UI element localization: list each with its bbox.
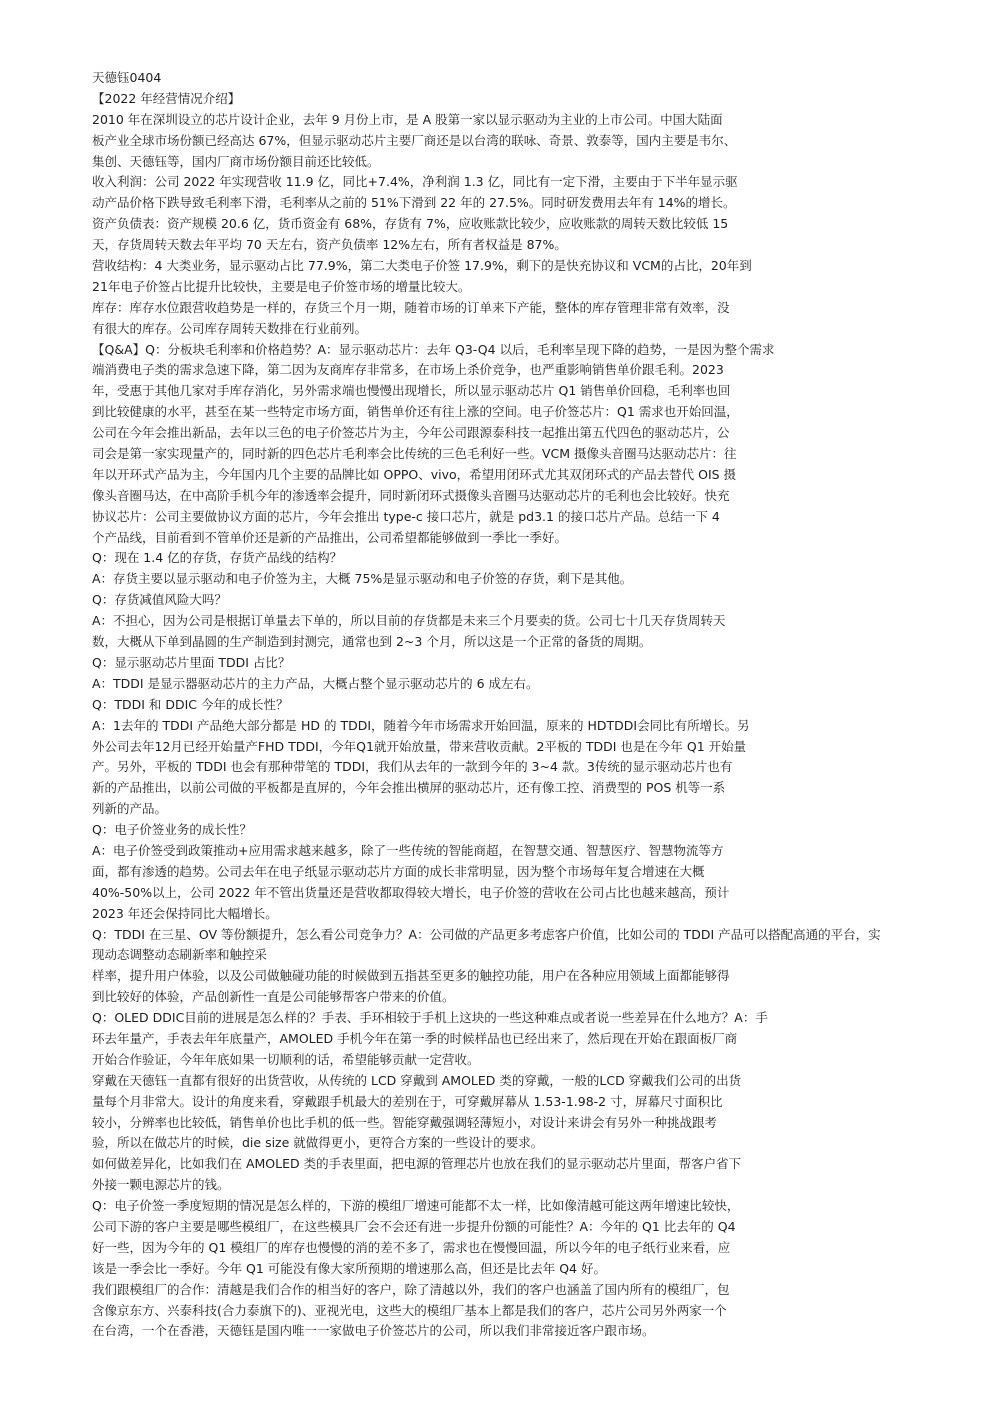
text-line: 穿戴在天德钰一直都有很好的出货营收，从传统的 LCD 穿戴到 AMOLED 类的穿戴，一般的LCD 穿戴我们公司的出货 (92, 1072, 742, 1088)
text-line: 面，都有渗透的趋势。公司去年在电子纸显示驱动芯片方面的成长非常明显，因为整个市场每年复合增速在大概 (92, 863, 705, 879)
text-line: 数，大概从下单到晶圆的生产制造到封测完，通常也到 2~3 个月，所以这是一个正常的备货的周期。 (92, 634, 652, 650)
text-line: 司会是第一家实现量产的，同时新的四色芯片毛利率会比传统的三色毛利好一些。VCM 摄像头音圈马达驱动芯片：往 (92, 446, 737, 462)
text-line: 有很大的库存。公司库存周转天数排在行业前列。 (92, 320, 368, 336)
text-line: 列新的产品。 (92, 801, 168, 817)
text-line: 库存：库存水位跟营收趋势是一样的，存货三个月一期，随着市场的订单来下产能，整体的库存管理非常有效率，没 (92, 299, 730, 315)
text-line: 年，受惠于其他几家对手库存消化，另外需求端也慢慢出现增长，所以显示驱动芯片 Q1 销售单价回稳，毛利率也回 (92, 383, 731, 399)
document-body (92, 68, 952, 1342)
text-line: Q：存货减值风险大吗？ (92, 592, 227, 608)
text-line: 到比较好的体验，产品创新性一直是公司能够帮客户带来的价值。 (92, 989, 455, 1005)
text-line: 外接一颗电源芯片的钱。 (92, 1177, 230, 1193)
text-line: 公司下游的客户主要是哪些模组厂，在这些模具厂会不会还有进一步提升份额的可能性？A：今年的 Q1 比去年的 Q4 (92, 1218, 736, 1234)
text-line: Q：OLED DDIC目前的进展是怎么样的？手表、手环相较于手机上这块的一些这种难点或者说一些差异在什么地方？A：手 (92, 1010, 768, 1026)
text-line: 验，所以在做芯片的时候，die size 就做得更小，更符合方案的一些设计的要求。 (92, 1135, 544, 1151)
text-line: 好一些，因为今年的 Q1 模组厂的库存也慢慢的消的差不多了，需求也在慢慢回温，所以今年的电子纸行业来看，应 (92, 1239, 731, 1255)
text-line: 我们跟模组厂的合作：清越是我们合作的相当好的客户，除了清越以外，我们的客户也涵盖了国内所有的模组厂，包 (92, 1281, 730, 1297)
text-line: 个产品线，目前看到不管单价还是新的产品推出，公司希望都能够做到一季比一季好。 (92, 529, 568, 545)
text-line: 公司在今年会推出新品，去年以三色的电子价签芯片为主，今年公司跟源泰科技一起推出第五代四色的驱动芯片，公 (92, 425, 730, 441)
text-line: A：1去年的 TDDI 产品绝大部分都是 HD 的 TDDI，随着今年市场需求开始回温，原来的 HDTDDI会同比有所增长。另 (92, 717, 750, 733)
text-line: 协议芯片：公司主要做协议方面的芯片，今年会推出 type-c 接口芯片，就是 pd3.1 的接口芯片产品。总结一下 4 (92, 508, 720, 524)
text-line: 40%-50%以上，公司 2022 年不管出货量还是营收都取得较大增长，电子价签的营收在公司占比也越来越高，预计 (92, 884, 730, 900)
text-line: 收入利润：公司 2022 年实现营收 11.9 亿，同比+7.4%，净利润 1.3 亿，同比有一定下滑，主要由于下半年显示驱 (92, 174, 738, 190)
text-line: 板产业全球市场份额已经高达 67%，但显示驱动芯片主要厂商还是以台湾的联咏、奇景、敦泰等，国内主要是韦尔、 (92, 132, 737, 148)
text-line: 量每个月非常大。设计的角度来看，穿戴跟手机最大的差别在于，可穿戴屏幕从 1.53-1.98-2 寸，屏幕尺寸面积比 (92, 1093, 723, 1109)
text-line: A：存货主要以显示驱动和电子价签为主，大概 75%是显示驱动和电子价签的存货，剩下是其他。 (92, 571, 633, 587)
text-line: 新的产品推出，以前公司做的平板都是直屏的，今年会推出横屏的驱动芯片，还有像工控、消费型的 POS 机等一系 (92, 780, 726, 796)
text-line: 动产品价格下跌导致毛利率下滑，毛利率从之前的 51%下滑到 22 年的 27.5%。同时研发费用去年有 14%的增长。 (92, 195, 736, 211)
text-line: 2010 年在深圳设立的芯片设计企业，去年 9 月份上市，是 A 股第一家以显示驱动为主业的上市公司。中国大陆面 (92, 111, 723, 127)
text-line: A：TDDI 是显示器驱动芯片的主力产品，大概占整个显示驱动芯片的 6 成左右。 (92, 675, 539, 691)
text-line: 如何做差异化，比如我们在 AMOLED 类的手表里面，把电源的管理芯片也放在我们的显示驱动芯片里面，帮客户省下 (92, 1156, 742, 1172)
text-line: 到比较健康的水平，甚至在某一些特定市场方面，销售单价还有往上涨的空间。电子价签芯片：Q1 需求也开始回温， (92, 404, 739, 420)
text-line: 产。另外，平板的 TDDI 也会有那种带笔的 TDDI，我们从去年的一款到今年的 3~4 款。3传统的显示驱动芯片也有 (92, 759, 733, 775)
text-line: Q：电子价签业务的成长性？ (92, 822, 252, 838)
text-line: 较小，分辨率也比较低，销售单价也比手机的低一些。智能穿戴强调轻薄短小，对设计来讲会有另外一种挑战跟考 (92, 1114, 718, 1130)
text-line: 年以开环式产品为主，今年国内几个主要的品牌比如 OPPO、vivo，希望用闭环式尤其双闭环式的产品去替代 OIS 摄 (92, 466, 737, 482)
text-line: Q：显示驱动芯片里面 TDDI 占比？ (92, 654, 291, 670)
text-line: 含像京东方、兴泰科技(合力泰旗下的)、亚视光电，这些大的模组厂基本上都是我们的客户，芯片公司另外两家一个 (92, 1302, 727, 1318)
text-line: 天，存货周转天数去年平均 70 天左右，资产负债率 12%左右，所有者权益是 87%。 (92, 237, 567, 253)
text-line: 环去年量产，手表去年年底量产，AMOLED 手机今年在第一季的时候样品也已经出来了，然后现在开始在跟面板厂商 (92, 1030, 738, 1046)
text-line: A：不担心，因为公司是根据订单量去下单的，所以目前的存货都是未来三个月要卖的货。公司七十几天存货周转天 (92, 613, 726, 629)
text-line: 2023 年还会保持同比大幅增长。 (92, 905, 278, 921)
text-line: Q：TDDI 在三星、OV 等份额提升，怎么看公司竞争力？A：公司做的产品更多考虑客户价值，比如公司的 TDDI 产品可以搭配高通的平台，实 (92, 926, 881, 942)
text-line: 21年电子价签占比提升比较快，主要是电子价签市场的增量比较大。 (92, 278, 471, 294)
text-line: 资产负债表：资产规模 20.6 亿，货币资金有 68%，存货有 7%，应收账款比较少，应收账款的周转天数比较低 15 (92, 216, 729, 232)
text-line: 外公司去年12月已经开始量产FHD TDDI，今年Q1就开始放量，带来营收贡献。2平板的 TDDI 也是在今年 Q1 开始量 (92, 738, 747, 754)
text-line: 集创、天德钰等，国内厂商市场份额目前还比较低。 (92, 153, 380, 169)
text-line: 该是一季会比一季好。今年 Q1 可能没有像大家所预期的增速那么高，但还是比去年 Q4 好。 (92, 1260, 606, 1276)
text-line: Q：电子价签一季度短期的情况是怎么样的，下游的模组厂增速可能都不太一样，比如像清越可能这两年增速比较快， (92, 1198, 740, 1214)
text-line: 在台湾，一个在香港，天德钰是国内唯一一家做电子价签芯片的公司，所以我们非常接近客户跟市场。 (92, 1323, 655, 1339)
text-line: Q：现在 1.4 亿的存货，存货产品线的结构？ (92, 550, 343, 566)
text-line: 现动态调整动态刷新率和触控采 (92, 947, 268, 963)
text-line: 开始合作验证，今年年底如果一切顺利的话，希望能够贡献一定营收。 (92, 1051, 480, 1067)
document-title: 天德钰0404 (92, 70, 162, 85)
text-line: Q：TDDI 和 DDIC 今年的成长性？ (92, 696, 289, 712)
section-heading: 【2022 年经营情况介绍】 (92, 90, 241, 106)
text-line: 像头音圈马达，在中高阶手机今年的渗透率会提升，同时新闭环式摄像头音圈马达驱动芯片的毛利也会比较好。快充 (92, 487, 730, 503)
text-line: A：电子价签受到政策推动+应用需求越来越多，除了一些传统的智能商超，在智慧交通、智慧医疗、智慧物流等方 (92, 842, 724, 858)
text-line: 样率，提升用户体验，以及公司做触碰功能的时候做到五指甚至更多的触控功能，用户在各种应用领域上面都能够得 (92, 968, 730, 984)
text-line: 【Q&A】Q：分板块毛利率和价格趋势？A：显示驱动芯片：去年 Q3-Q4 以后，毛利率呈现下降的趋势，一是因为整个需求 (92, 341, 775, 357)
text-line: 营收结构：4 大类业务，显示驱动占比 77.9%，第二大类电子价签 17.9%，剩下的是快充协议和 VCM的占比，20年到 (92, 258, 752, 274)
text-line: 端消费电子类的需求急速下降，第二因为友商库存非常多，在市场上杀价竞争，也严重影响销售单价跟毛利。2023 (92, 362, 724, 378)
